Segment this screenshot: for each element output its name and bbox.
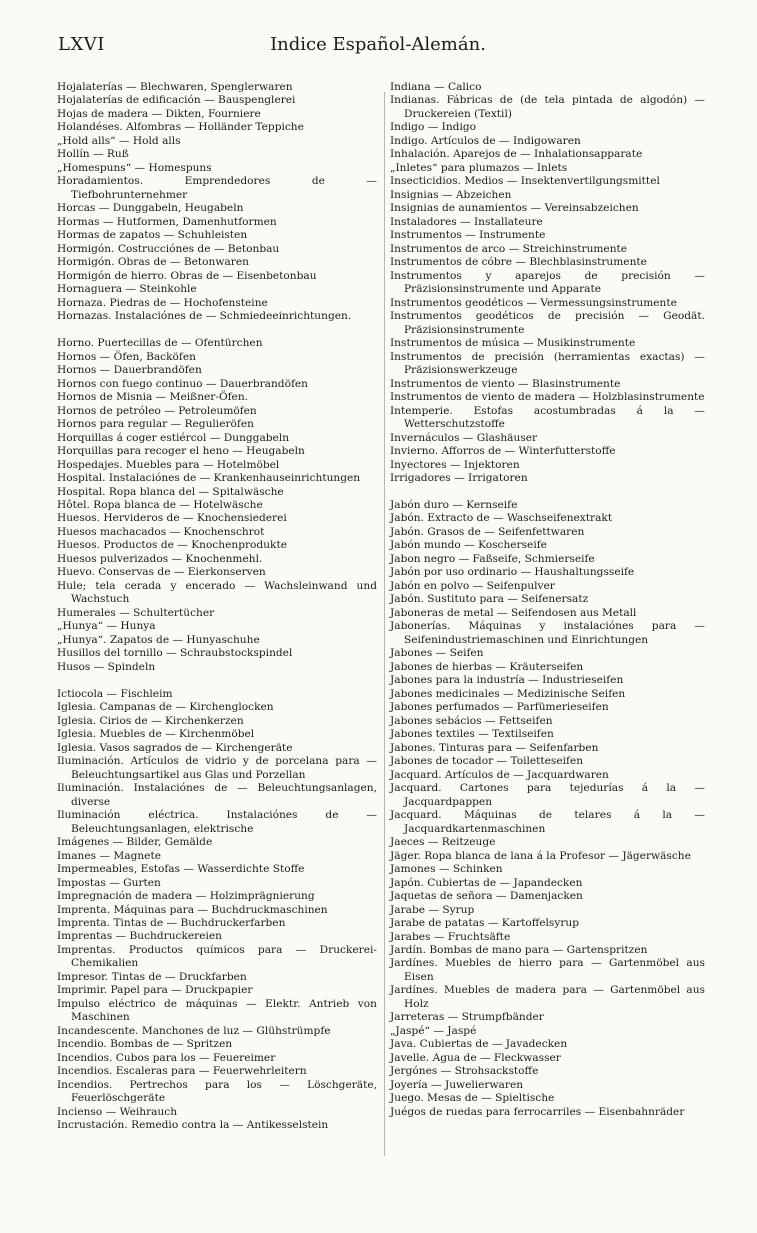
index-entry: Jabón mundo — Koscherseife: [390, 539, 547, 552]
index-entry: Huevo. Conservas de — Eierkonserven: [57, 566, 266, 579]
index-entry: Instaladores — Installateure: [390, 215, 543, 228]
index-entry: Insignias de aunamientos — Vereinsabzeichen: [390, 202, 639, 215]
index-entry: Hornos de Misnia — Meißner-Öfen.: [57, 391, 249, 404]
index-entry: Jabones medicinales — Medizinische Seifen: [390, 687, 626, 700]
page-title: Indice Español-Alemán.: [270, 34, 486, 55]
index-entry: Jabon negro — Faßseife, Schmierseife: [390, 552, 595, 565]
index-entry: Iluminación. Artículos de vidrio y de porcelana para — Beleuchtungsartikel aus Glas und Porzellan: [57, 755, 377, 781]
index-entry: Inyectores — Injektoren: [390, 458, 520, 471]
index-entry: Imprentas — Buchdruckereien: [57, 930, 222, 943]
index-entry: Jabón por uso ordinario — Haushaltungsseife: [390, 566, 635, 579]
index-entry: Japón. Cubiertas de — Japandecken: [390, 876, 583, 889]
index-entry: Iluminación. Instalaciónes de — Beleuchtungsanlagen, diverse: [57, 782, 377, 808]
index-entry: Hormas de zapatos — Schuhleisten: [57, 229, 248, 242]
index-entry: Incendios. Pertrechos para los — Löschgeräte, Feuerlöschgeräte: [57, 1078, 377, 1105]
index-group-hor-hus: [57, 337, 377, 674]
index-entry: „Hunya“ — Hunya: [57, 620, 156, 633]
index-entry: Invierno. Afforros de — Winterfutterstoffe: [390, 445, 616, 458]
index-entry: Husos — Spindeln: [57, 660, 156, 673]
index-entry: „Inletes“ para plumazos — Inlets: [390, 161, 568, 174]
index-entry: Incendios. Cubos para los — Feuereimer: [57, 1051, 276, 1064]
index-entry: Hornos — Öfen, Backöfen: [57, 350, 196, 363]
index-entry: Impostas — Gurten: [57, 876, 161, 889]
index-entry: Husillos del tornillo — Schraubstockspindel: [57, 647, 293, 660]
index-entry: Imprenta. Tintas de — Buchdruckerfarben: [57, 917, 286, 929]
index-entry: Hormigón de hierro. Obras de — Eisenbetonbau: [57, 269, 317, 282]
index-entry: Instrumentos — Instrumente: [390, 229, 546, 242]
index-entry: Jabones de hierbas — Kräuterseifen: [390, 660, 584, 673]
index-entry: Instrumentos y aparejos de precisión — Präzisionsinstrumente und Apparate: [390, 269, 705, 296]
index-entry: Hornos — Dauerbrandöfen: [57, 364, 202, 377]
index-entry: Huesos pulverizados — Knochenmehl.: [57, 552, 263, 565]
index-entry: Instrumentos de viento de madera — Holzblasinstrumente: [390, 391, 705, 404]
index-entry: Imprentas. Productos químicos para — Druckerei-Chemikalien: [57, 943, 377, 970]
page-number: LXVI: [58, 34, 105, 55]
index-entry: Humerales — Schultertücher: [57, 606, 215, 619]
index-entry: Impresor. Tintas de — Druckfarben: [57, 970, 247, 983]
index-entry: Jabonerías. Máquinas y instalaciónes para — Seifenindustriemaschinen und Einrichtungen: [390, 620, 705, 646]
index-group-j: [390, 499, 705, 1119]
index-entry: Java. Cubiertas de — Javadecken: [390, 1038, 568, 1051]
index-entry: Hornos para regular — Regulieröfen: [57, 418, 254, 431]
index-entry: Instrumentos de música — Musikinstrumente: [390, 337, 636, 350]
index-entry: Imanes — Magnete: [57, 849, 161, 862]
group-gap: [57, 674, 377, 687]
index-entry: Jarabe de patatas — Kartoffelsyrup: [390, 917, 579, 930]
index-entry: Jaeces — Reitzeuge: [390, 836, 496, 849]
index-group-i: [57, 688, 377, 1133]
index-entry: Jabón. Grasos de — Seifenfettwaren: [390, 525, 585, 538]
index-entry: Incandescente. Manchones de luz — Glühstrümpfe: [57, 1024, 331, 1037]
index-entry: Hornazas. Instalaciónes de — Schmiedeeinrichtungen.: [57, 310, 352, 323]
index-entry: Horcas — Dunggabeln, Heugabeln: [57, 202, 244, 215]
index-entry: Jardín. Bombas de mano para — Gartenspritzen: [390, 943, 648, 956]
index-entry: Intemperie. Estofas acostumbradas á la — Wetterschutzstoffe: [390, 404, 705, 431]
index-entry: Hornos con fuego continuo — Dauerbrandöfen: [57, 377, 308, 390]
index-entry: Hornaguera — Steinkohle: [57, 283, 197, 296]
index-entry: Jamones — Schinken: [390, 863, 503, 876]
left-column: [57, 81, 377, 1133]
index-entry: Jäger. Ropa blanca de lana á la Profesor — Jägerwäsche: [390, 849, 691, 862]
index-entry: Jabón en polvo — Seifenpulver: [390, 579, 555, 592]
index-entry: Ictiocola — Fischleim: [57, 687, 173, 700]
index-entry: Instrumentos geodéticos — Vermessungsinstrumente: [390, 296, 677, 309]
index-entry: „Hunya“. Zapatos de — Hunyaschuhe: [57, 633, 260, 646]
index-entry: Jarabes — Fruchtsäfte: [390, 930, 511, 943]
index-entry: Jabones — Seifen: [390, 647, 484, 660]
index-entry: Indigo — Indigo: [390, 121, 477, 134]
index-entry: Joyería — Juwelierwaren: [390, 1078, 524, 1091]
index-entry: Incrustación. Remedio contra la — Antikesselstein: [57, 1119, 329, 1132]
index-entry: Hormigón. Costrucciónes de — Betonbau: [57, 242, 280, 255]
index-entry: Jabones perfumados — Parfümerieseifen: [390, 701, 609, 714]
index-entry: Inhalación. Aparejos de — Inhalationsapparate: [390, 148, 643, 161]
index-entry: Jabón duro — Kernseife: [390, 499, 518, 511]
group-gap: [57, 324, 377, 337]
group-gap: [390, 486, 705, 499]
index-entry: Hojas de madera — Dikten, Fourniere: [57, 107, 261, 120]
index-entry: „Jaspé“ — Jaspé: [390, 1024, 477, 1037]
index-entry: Huesos. Productos de — Knochenprodukte: [57, 539, 287, 552]
index-entry: Jarreteras — Strumpfbänder: [390, 1011, 544, 1024]
index-group-ho: [57, 81, 377, 324]
index-entry: Horno. Puertecillas de — Ofentürchen: [57, 337, 263, 350]
index-entry: Iglesia. Muebles de — Kirchenmöbel: [57, 728, 255, 741]
index-entry: Hollín — Ruß: [57, 148, 129, 161]
index-entry: Imprimir. Papel para — Druckpapier: [57, 984, 253, 997]
index-entry: Juégos de ruedas para ferrocarriles — Eisenbahnräder: [390, 1105, 685, 1118]
index-entry: Jabones para la industría — Industrieseifen: [390, 674, 624, 687]
index-entry: Javelle. Agua de — Fleckwasser: [390, 1051, 561, 1064]
index-entry: Iglesia. Campanas de — Kirchenglocken: [57, 701, 274, 714]
index-entry: Hojalaterías de edificación — Bauspenglerei: [57, 94, 296, 107]
index-entry: Horadamientos. Emprendedores de — Tiefbohrunternehmer: [57, 175, 377, 201]
index-entry: Insecticidios. Medios — Insektenvertilgungsmittel: [390, 175, 660, 188]
index-entry: Invernáculos — Glashäuser: [390, 431, 538, 444]
right-column: [390, 81, 705, 1119]
index-entry: Hornaza. Piedras de — Hochofensteine: [57, 296, 268, 309]
index-entry: Jabones de tocador — Toiletteseifen: [390, 755, 584, 768]
index-entry: Indigo. Artículos de — Indigowaren: [390, 134, 581, 147]
index-entry: Instrumentos de cóbre — Blechblasinstrumente: [390, 256, 647, 269]
index-entry: Jacquard. Máquinas de telares á la — Jacquardkartenmaschinen: [390, 809, 705, 835]
index-entry: Horquillas para recoger el heno — Heugabeln: [57, 445, 305, 458]
index-entry: Huesos. Hervideros de — Knochensiederei: [57, 512, 287, 525]
index-entry: Impregnación de madera — Holzimprägnierung: [57, 890, 315, 903]
index-entry: Jabones textiles — Textilseifen: [390, 728, 554, 741]
index-entry: Impermeables, Estofas — Wasserdichte Stoffe: [57, 863, 305, 876]
index-entry: Hormas — Hutformen, Damenhutformen: [57, 215, 277, 228]
index-entry: Jabón. Sustituto para — Seifenersatz: [390, 593, 589, 606]
index-entry: Jardínes. Muebles de madera para — Gartenmöbel aus Holz: [390, 984, 705, 1010]
index-entry: Instrumentos de precisión (herramientas exactas) — Präzisionswerkzeuge: [390, 350, 705, 377]
index-entry: Jacquard. Cartones para tejedurías á la — Jacquardpappen: [390, 782, 705, 808]
index-entry: Jarabe — Syrup: [390, 903, 475, 916]
index-entry: Iglesia. Cirios de — Kirchenkerzen: [57, 714, 244, 727]
index-entry: Instrumentos geodéticos de precisión — Geodät. Präzisionsinstrumente: [390, 310, 705, 336]
index-entry: Jacquard. Artículos de — Jacquardwaren: [390, 768, 609, 781]
index-entry: Jergónes — Strohsackstoffe: [390, 1065, 539, 1078]
index-entry: Hule; tela cerada y encerado — Wachsleinwand und Wachstuch: [57, 579, 377, 606]
index-entry: Hojalaterías — Blechwaren, Spenglerwaren: [57, 81, 293, 93]
index-entry: Insignias — Abzeichen: [390, 188, 512, 201]
index-entry: Instrumentos de viento — Blasinstrumente: [390, 377, 621, 390]
index-entry: Hospital. Instalaciónes de — Krankenhauseinrichtungen: [57, 472, 361, 485]
index-entry: Incienso — Weihrauch: [57, 1105, 178, 1118]
page-header: [58, 34, 698, 56]
index-entry: Jardínes. Muebles de hierro para — Gartenmöbel aus Eisen: [390, 957, 705, 983]
index-entry: Indiana — Calico: [390, 81, 482, 93]
index-entry: Imágenes — Bilder, Gemälde: [57, 836, 213, 849]
index-entry: Jabón. Extracto de — Waschseifenextrakt: [390, 512, 613, 525]
column-divider: [384, 92, 385, 1156]
index-entry: Indianas. Fábricas de (de tela pintada de algodón) — Druckereien (Textil): [390, 94, 705, 120]
index-entry: Hornos de petróleo — Petroleumöfen: [57, 404, 257, 417]
index-entry: Iluminación eléctrica. Instalaciónes de — Beleuchtungsanlagen, elektrische: [57, 809, 377, 835]
index-entry: Jaboneras de metal — Seifendosen aus Metall: [390, 606, 637, 619]
index-entry: Iglesia. Vasos sagrados de — Kirchengeräte: [57, 741, 293, 754]
index-entry: Juego. Mesas de — Spieltische: [390, 1092, 555, 1105]
index-entry: Hormigón. Obras de — Betonwaren: [57, 256, 249, 269]
index-entry: Hospedajes. Muebles para — Hotelmöbel: [57, 458, 280, 471]
index-entry: Jabones. Tinturas para — Seifenfarben: [390, 741, 599, 754]
index-entry: Hôtel. Ropa blanca de — Hotelwäsche: [57, 499, 263, 511]
index-entry: Imprenta. Máquinas para — Buchdruckmaschinen: [57, 903, 328, 916]
index-entry: Jabones sebácios — Fettseifen: [390, 714, 553, 727]
index-entry: Incendios. Escaleras para — Feuerwehrleitern: [57, 1065, 307, 1078]
index-entry: Holandéses. Alfombras — Holländer Teppiche: [57, 121, 304, 134]
index-entry: Hospital. Ropa blanca del — Spitalwäsche: [57, 485, 284, 498]
index-entry: Horquillas á coger estiércol — Dunggabeln: [57, 431, 290, 444]
index-entry: Instrumentos de arco — Streichinstrumente: [390, 242, 628, 255]
index-entry: Incendio. Bombas de — Spritzen: [57, 1038, 233, 1051]
index-entry: Jaquetas de señora — Damenjacken: [390, 890, 583, 903]
index-entry: „Homespuns“ — Homespuns: [57, 161, 212, 174]
index-entry: Impulso eléctrico de máquinas — Elektr. Antrieb von Maschinen: [57, 997, 377, 1024]
index-entry: Irrigadores — Irrigatoren: [390, 472, 528, 485]
index-entry: Huesos machacados — Knochenschrot: [57, 525, 265, 538]
index-group-in: [390, 81, 705, 486]
index-entry: „Hold alls“ — Hold alls: [57, 134, 181, 147]
